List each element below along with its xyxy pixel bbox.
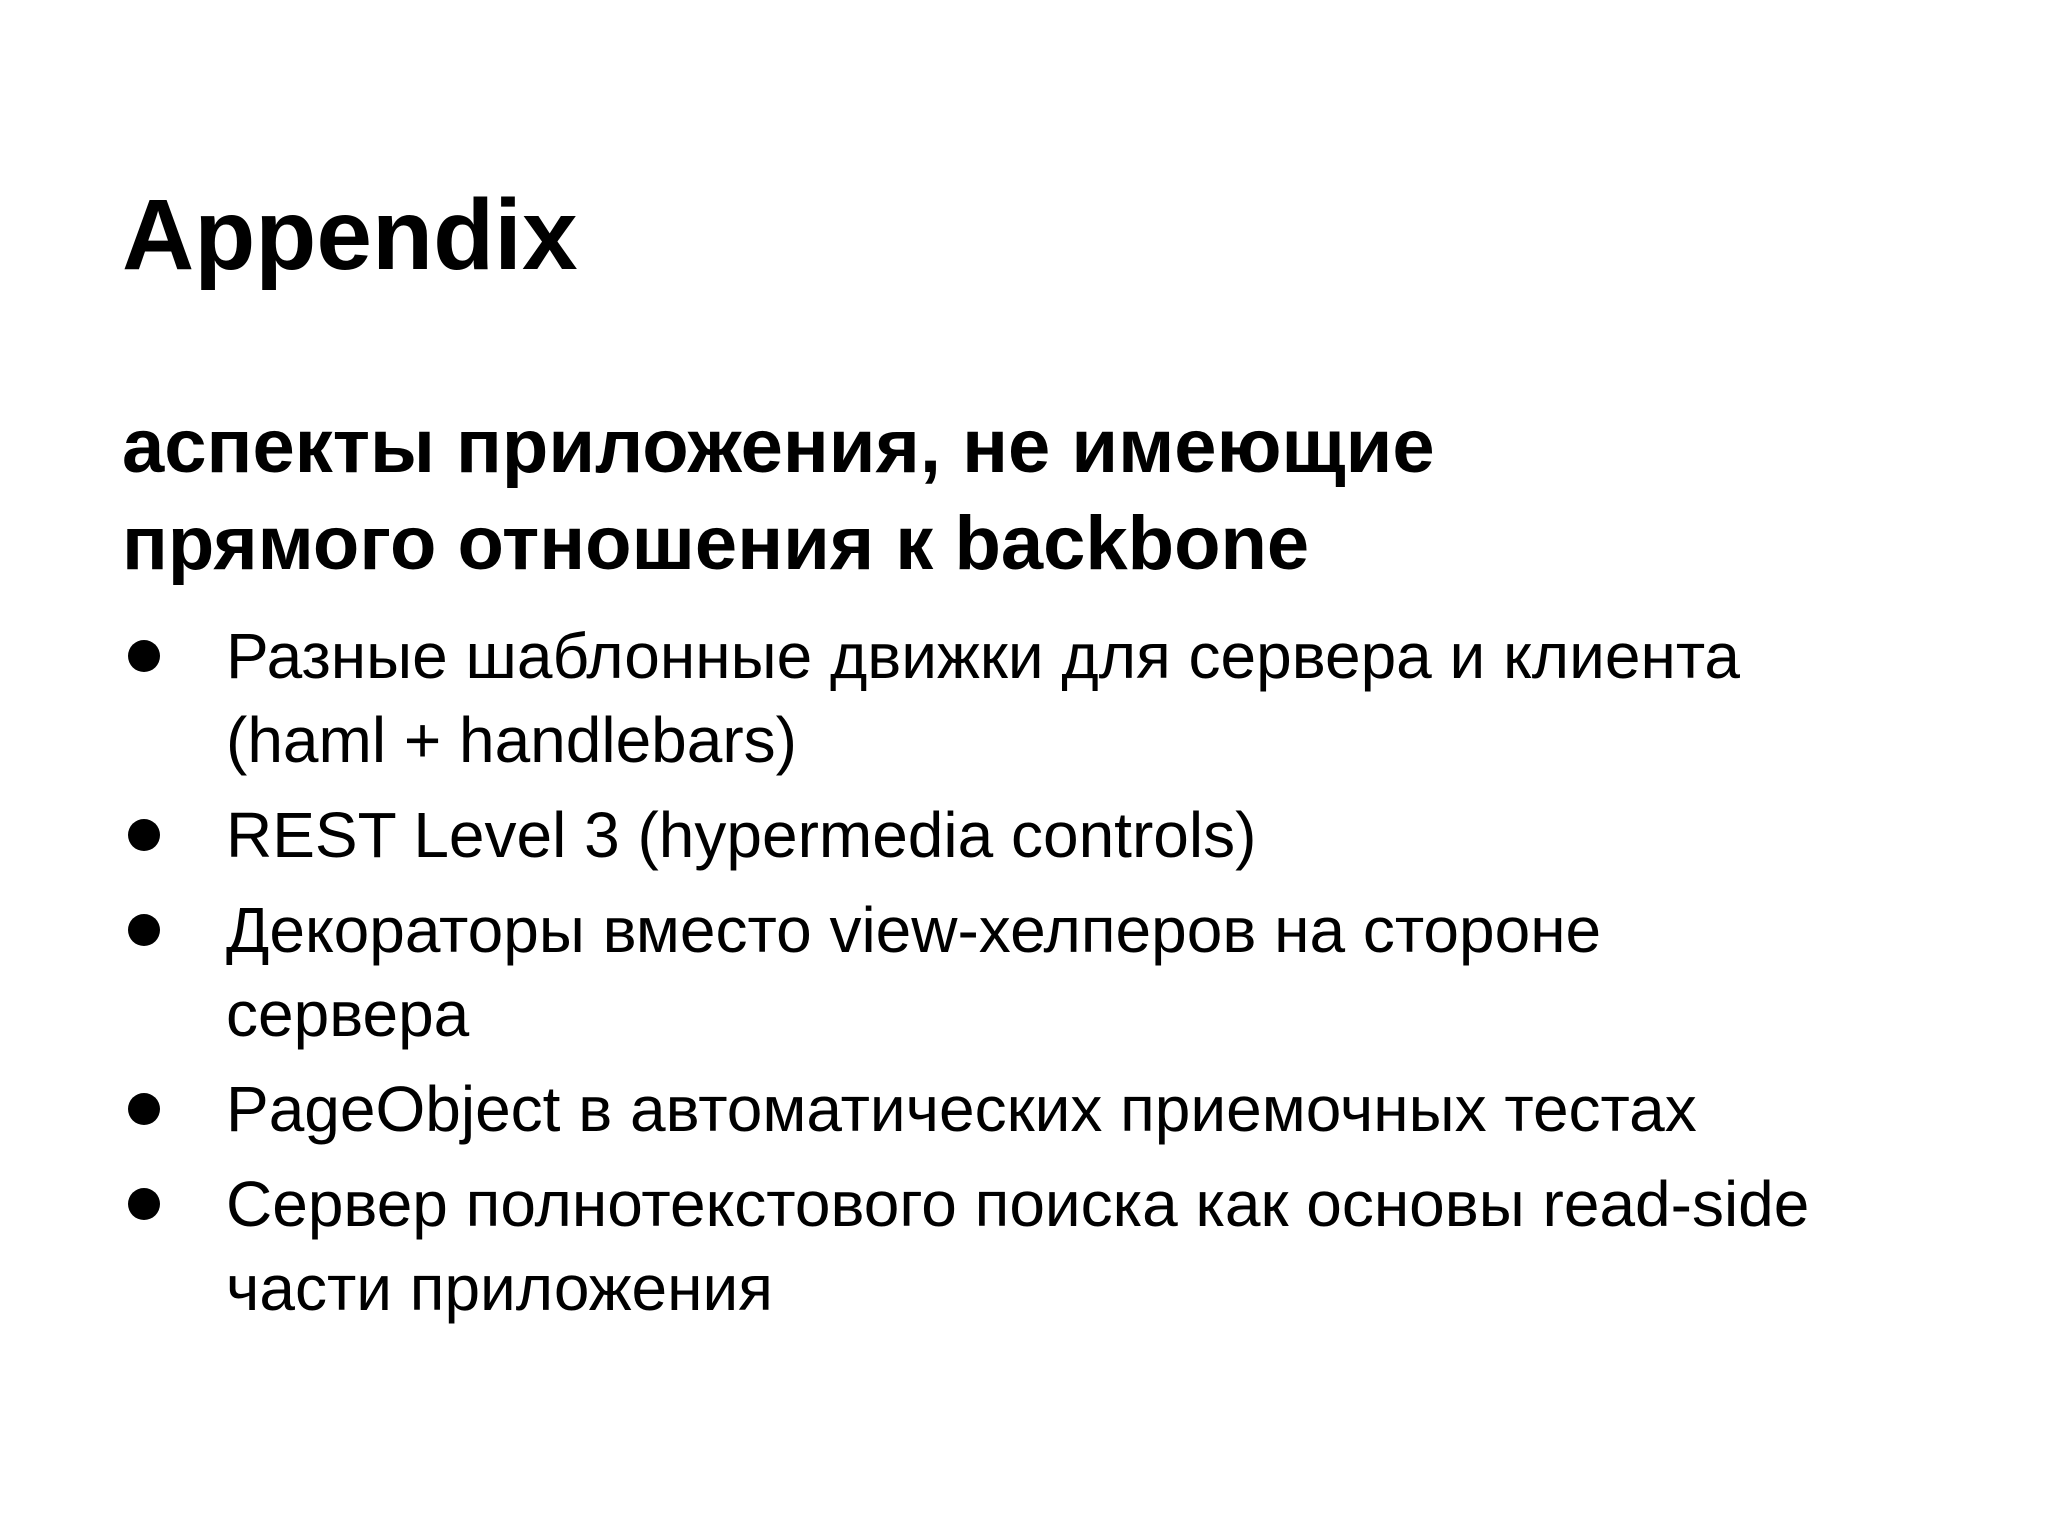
bullet-item [122, 614, 1972, 782]
bullet-item [122, 1162, 1972, 1330]
bullet-item [122, 793, 1972, 877]
bullet-text: Сервер полнотекстового поиска как основы read-side [226, 1168, 1810, 1240]
bullet-dot-icon [128, 1188, 160, 1220]
bullet-text: Декораторы вместо view-хелперов на стороне [226, 894, 1602, 966]
bullet-text: PageObject в автоматических приемочных тестах [226, 1073, 1697, 1145]
subtitle-line: аспекты приложения, не имеющие [122, 404, 1435, 489]
bullet-dot-icon [128, 1093, 160, 1125]
bullet-list [122, 614, 1972, 1341]
bullet-item [122, 888, 1972, 1056]
bullet-text: (haml + handlebars) [226, 704, 797, 776]
bullet-dot-icon [128, 640, 160, 672]
bullet-dot-icon [128, 914, 160, 946]
bullet-dot-icon [128, 819, 160, 851]
slide-subtitle [122, 398, 1922, 592]
bullet-text: части приложения [226, 1252, 773, 1324]
bullet-text: REST Level 3 (hypermedia controls) [226, 799, 1257, 871]
bullet-item [122, 1067, 1972, 1151]
bullet-text: сервера [226, 978, 470, 1050]
slide-title: Appendix [122, 179, 578, 291]
subtitle-line: прямого отношения к backbone [122, 501, 1310, 586]
bullet-text: Разные шаблонные движки для сервера и клиента [226, 620, 1740, 692]
